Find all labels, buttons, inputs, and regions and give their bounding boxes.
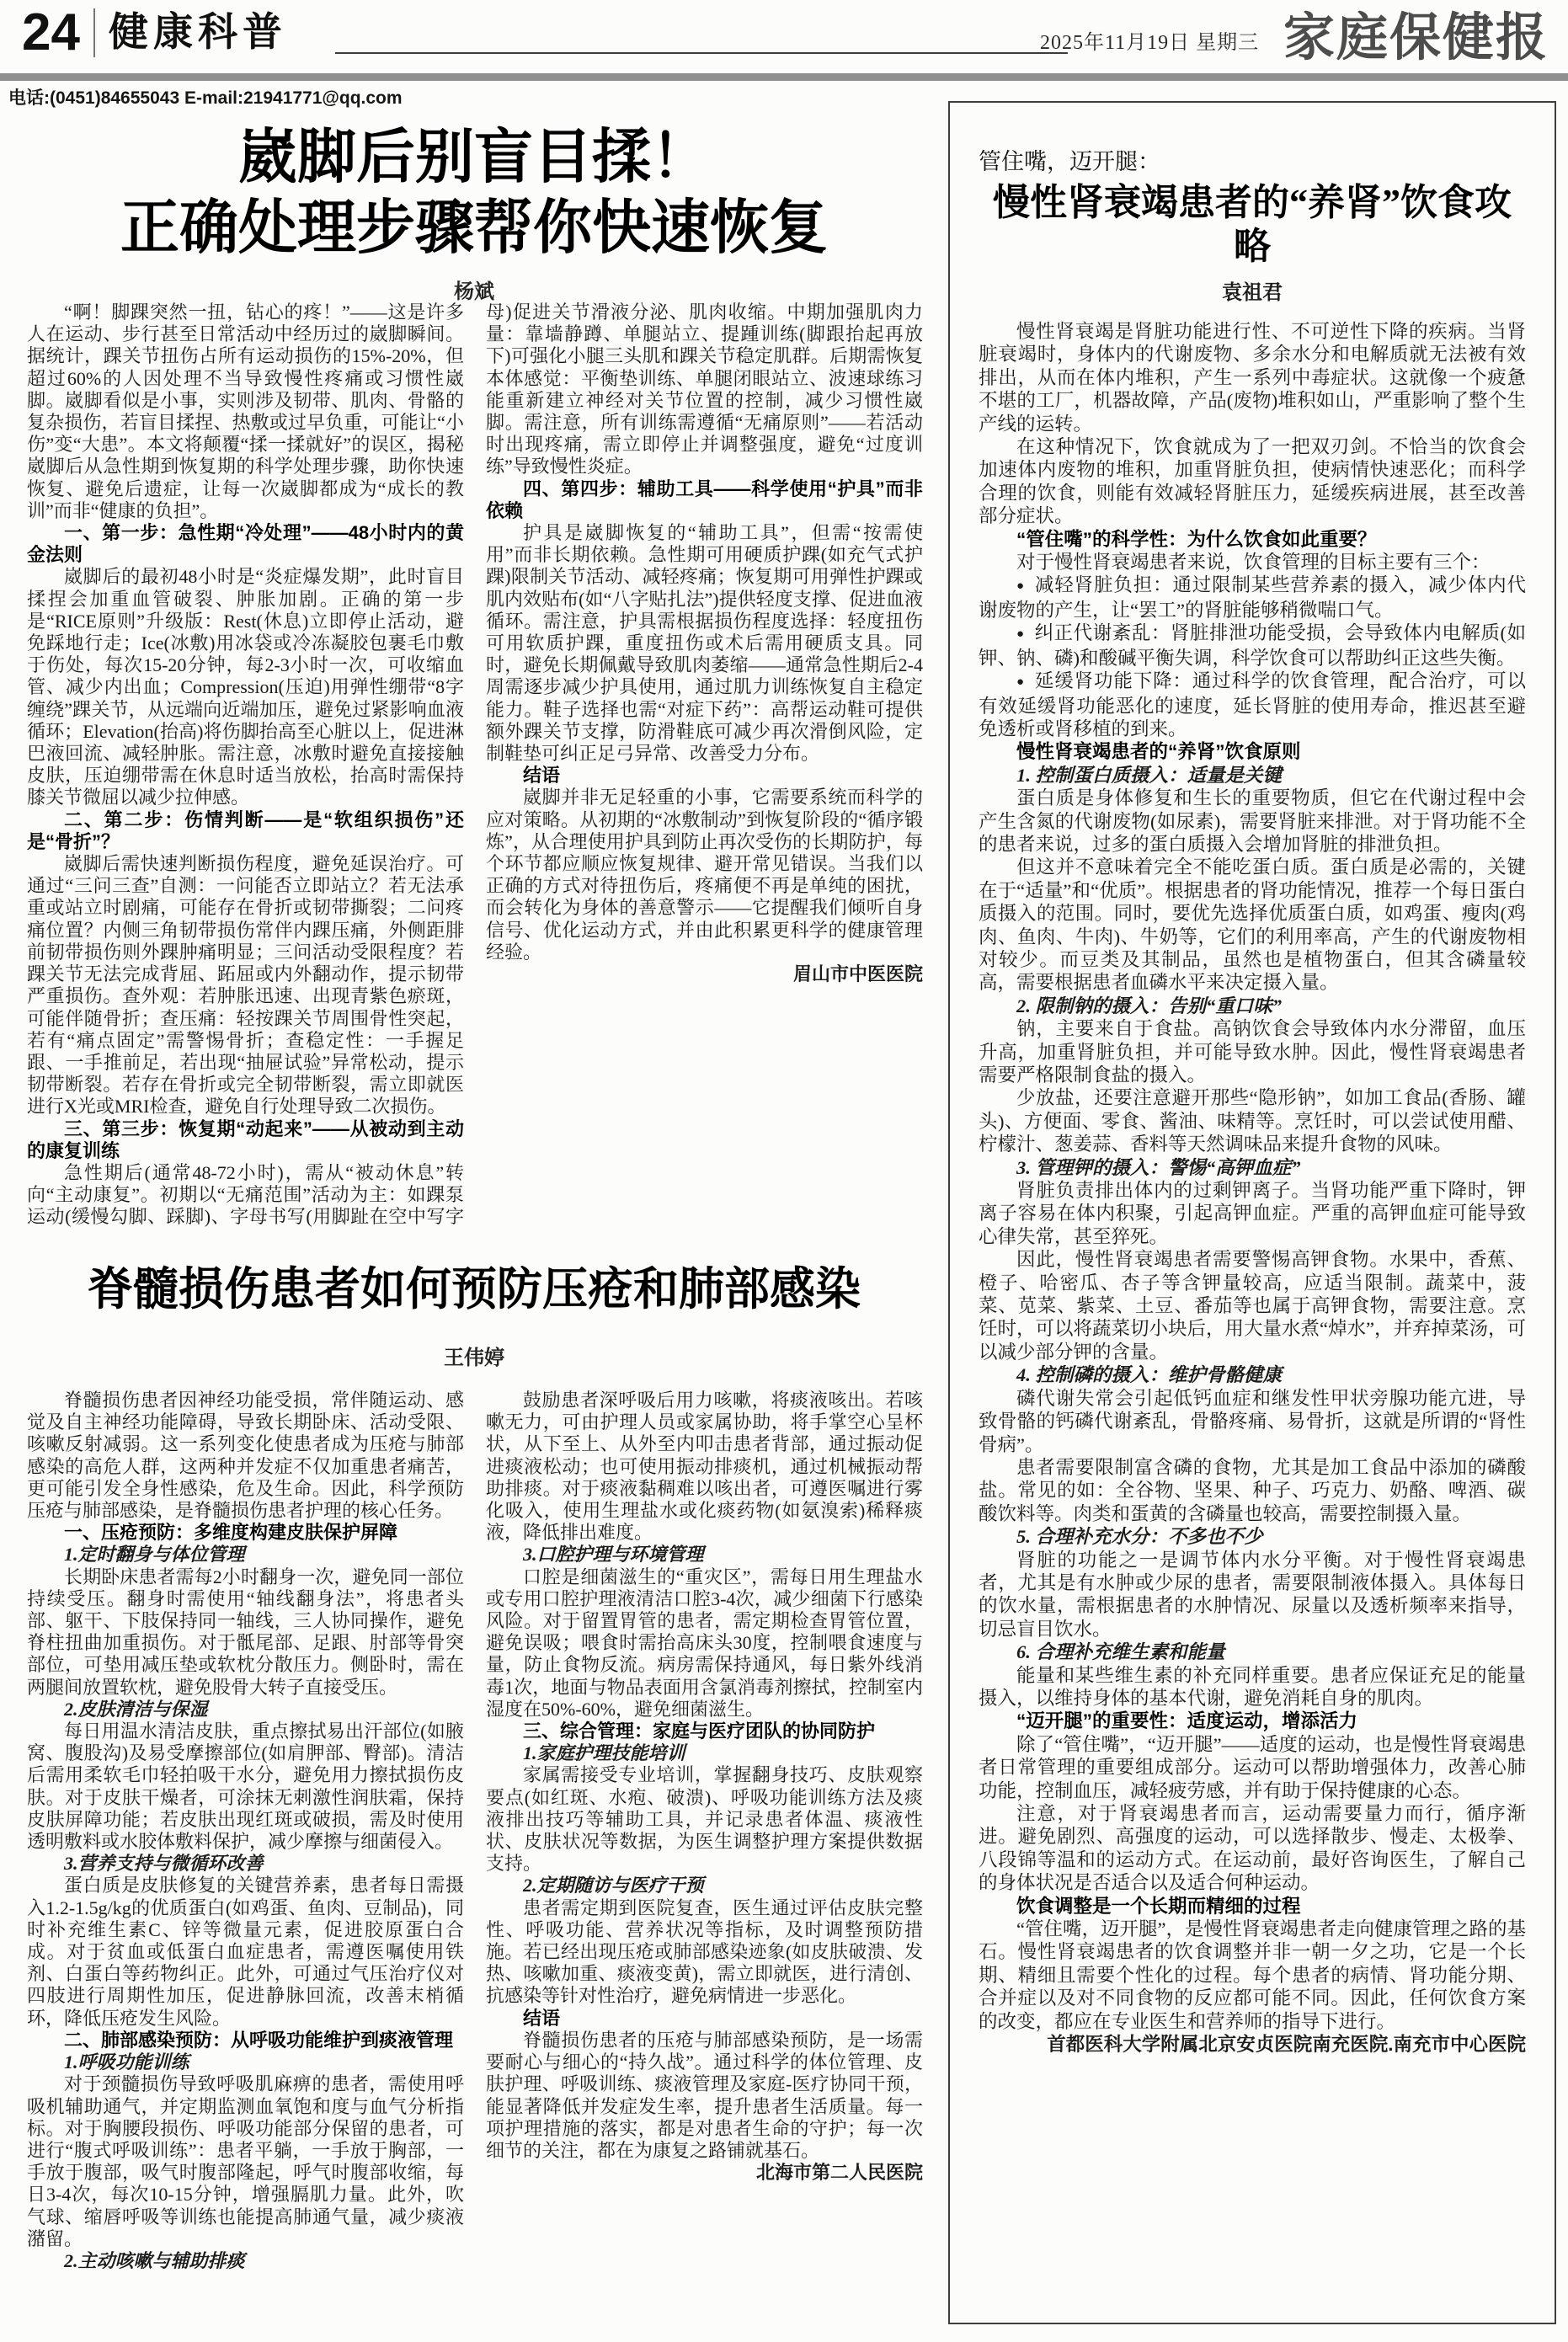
paragraph: 家属需接受专业培训，掌握翻身技巧、皮肤观察要点(如红斑、水疱、破溃)、呼吸功能训练方法及痰液排出技巧等辅助工具，并记录患者体温、痰液性状、皮肤状况等数据，为医生调整护理方案提供数据支持。: [486, 1764, 923, 1875]
signature: 首都医科大学附属北京安贞医院南充医院.南充市中心医院: [1047, 2034, 1526, 2056]
paragraph: 因此，慢性肾衰竭患者需要警惕高钾食物。水果中，香蕉、橙子、哈密瓜、杏子等含钾量较高，应适当限制。蔬菜中，菠菜、苋菜、紫菜、土豆、番茄等也属于高钾食物，需要注意。烹饪时，可以将蔬菜切小块后，用大量水煮“焯水”，并弃掉菜汤，可以减少部分钾的含量。: [979, 1249, 1526, 1363]
sub-heading: 2. 限制钠的摄入：告别“重口味”: [1016, 995, 1283, 1016]
paragraph: 在这种情况下，饮食就成为了一把双刃剑。不恰当的饮食会加速体内废物的堆积，加重肾脏负担，使病情快速恶化；而科学合理的饮食，则能有效减轻肾脏压力，延缓疾病进展，甚至改善部分症状。: [979, 436, 1526, 527]
section-heading: 慢性肾衰竭患者的“养肾”饮食原则: [1016, 741, 1301, 763]
article2-author: 王伟婷: [444, 1347, 504, 1369]
article2-title: 脊髓损伤患者如何预防压疮和肺部感染: [88, 1264, 861, 1315]
paragraph: 对于慢性肾衰竭患者来说，饮食管理的目标主要有三个：: [1016, 552, 1491, 573]
section-heading: 一、压疮预防：多维度构建皮肤保护屏障: [64, 1522, 398, 1544]
paragraph: 除了“管住嘴”，“迈开腿”——适度的运动，也是慢性肾衰竭患者日常管理的重要组成部分。运动可以帮助增强体力，改善心肺功能，控制血压，减轻疲劳感，并有助于保持健康的心态。: [979, 1733, 1526, 1801]
section-heading: “迈开腿”的重要性：适度运动，增添活力: [1016, 1710, 1358, 1732]
article1-title-line1: 崴脚后别盲目揉！: [238, 125, 710, 190]
paragraph: 能量和某些维生素的补充同样重要。患者应保证充足的能量摄入，以维持身体的基本代谢，避免消耗自身的肌肉。: [979, 1664, 1526, 1709]
sub-heading: 4. 控制磷的摄入：维护骨骼健康: [1016, 1364, 1283, 1386]
publication-date: 2025年11月19日 星期三: [1040, 32, 1260, 54]
paragraph: 蛋白质是皮肤修复的关键营养素，患者每日需摄入1.2-1.5g/kg的优质蛋白(如鸡蛋、鱼肉、豆制品)，同时补充维生素C、锌等微量元素，促进胶原蛋白合成。对于贫血或低蛋白血症患者，需遵医嘱使用铁剂、白蛋白等药物纠正。此外，可通过气压治疗仪对四肢进行周期性加压，促进静脉回流，改善末梢循环，降低压疮发生风险。: [27, 1875, 464, 2029]
paragraph: 肾脏负责排出体内的过剩钾离子。当肾功能严重下降时，钾离子容易在体内积聚，引起高钾血症。严重的高钾血症可能导致心律失常，甚至猝死。: [979, 1180, 1526, 1247]
paragraph: 长期卧床患者需每2小时翻身一次，避免同一部位持续受压。翻身时需使用“轴线翻身法”，将患者头部、躯干、下肢保持同一轴线，三人协同操作，避免脊柱扭曲加重损伤。对于骶尾部、足跟、肘部等骨突部位，可垫用减压垫或软枕分散压力。侧卧时，需在两腿间放置软枕，避免股骨大转子直接受压。: [27, 1566, 464, 1698]
paragraph: 患者需要限制富含磷的食物，尤其是加工食品中添加的磷酸盐。常见的如：全谷物、坚果、种子、巧克力、奶酪、啤酒、碳酸饮料等。肉类和蛋黄的含磷量也较高，需要控制摄入量。: [979, 1456, 1526, 1524]
sub-heading: 2.主动咳嗽与辅助排痰: [64, 2249, 245, 2271]
paragraph: 患者需定期到医院复查，医生通过评估皮肤完整性、呼吸功能、营养状况等指标，及时调整预防措施。若已经出现压疮或肺部感染迹象(如皮肤破溃、发热、咳嗽加重、痰液变黄)，需立即就医，进行清创、抗感染等针对性治疗，避免病情进一步恶化。: [486, 1897, 923, 2007]
paragraph: 慢性肾衰竭是肾脏功能进行性、不可逆性下降的疾病。当肾脏衰竭时，身体内的代谢废物、多余水分和电解质就无法被有效排出，从而在体内堆积，产生一系列中毒症状。这就像一个疲惫不堪的工厂，机器故障，产品(废物)堆积如山，严重影响了整个生产线的运转。: [979, 321, 1526, 435]
signature: 眉山市中医医院: [792, 963, 923, 985]
paragraph: 护具是崴脚恢复的“辅助工具”，但需“按需使用”而非长期依赖。急性期可用硬质护踝(如充气式护踝)限制关节活动、减轻疼痛；恢复期可用弹性护踝或肌内效贴布(如“八字贴扎法”)提供轻度支撑、促进血液循环。需注意，护具需根据损伤程度选择：轻度扭伤可用软质护踝，重度扭伤或术后需用硬质支具。同时，避免长期佩戴导致肌肉萎缩——通常急性期后2-4周需逐步减少护具使用，通过肌力训练恢复自主稳定能力。鞋子选择也需“对症下药”：高帮运动鞋可提供额外踝关节支撑，防滑鞋底可减少再次滑倒风险，定制鞋垫可纠正足弓异常、改善受力分布。: [486, 522, 923, 765]
paragraph: “管住嘴，迈开腿”，是慢性肾衰竭患者走向健康管理之路的基石。慢性肾衰竭患者的饮食调整并非一朝一夕之功，它是一个长期、精细且需要个性化的过程。每个患者的病情、肾功能分期、合并症以及对不同食物的反应都可能不同。因此，任何饮食方案的改变，都应在专业医生和营养师的指导下进行。: [979, 1918, 1526, 2032]
paragraph: 脊髓损伤患者因神经功能受损，常伴随运动、感觉及自主神经功能障碍，导致长期卧床、活动受限、咳嗽反射减弱。这一系列变化使患者成为压疮与肺部感染的高危人群，这两种并发症不仅加重患者痛苦，更可能引发全身性感染，危及生命。因此，科学预防压疮与肺部感染，是脊髓损伤患者护理的核心任务。: [27, 1390, 464, 1522]
article1-title-line2: 正确处理步骤帮你快速恢复: [120, 196, 828, 261]
newspaper-masthead: 家庭保健报: [1283, 10, 1549, 67]
bullet-icon: ●: [1016, 579, 1025, 594]
sub-heading: 1. 控制蛋白质摄入：适量是关键: [1016, 764, 1283, 786]
paragraph: 钠，主要来自于食盐。高钠饮食会导致体内水分滞留，血压升高，加重肾脏负担，并可能导致水肿。因此，慢性肾衰竭患者需要严格限制食盐的摄入。: [979, 1018, 1526, 1086]
sub-heading: 1.家庭护理技能培训: [523, 1742, 685, 1764]
paragraph: 磷代谢失常会引起低钙血症和继发性甲状旁腺功能亢进，导致骨骼的钙磷代谢紊乱，骨骼疼痛、易骨折，这就是所谓的“肾性骨病”。: [979, 1387, 1526, 1455]
article3-box: [948, 101, 1556, 2324]
signature: 北海市第二人民医院: [755, 2162, 923, 2184]
article1-author: 杨斌: [454, 280, 494, 303]
section-heading: 三、综合管理：家庭与医疗团队的协同防护: [523, 1720, 876, 1742]
contact-info: 电话:(0451)84655043 E-mail:21941771@qq.com: [8, 88, 403, 108]
article2-body: [27, 1390, 923, 2284]
section-heading: “管住嘴”的科学性：为什么饮食如此重要？: [1016, 528, 1377, 550]
paragraph: 鼓励患者深呼吸后用力咳嗽，将痰液咳出。若咳嗽无力，可由护理人员或家属协助，将手掌空心呈杯状，从下至上、从外至内叩击患者背部，通过振动促进痰液松动；也可使用振动排痰机，通过机械振动帮助排痰。对于痰液黏稠难以咳出者，可遵医嘱进行雾化吸入，使用生理盐水或化痰药物(如氨溴索)稀释痰液，降低排出难度。: [486, 1390, 923, 1544]
paragraph: 崴脚后需快速判断损伤程度，避免延误治疗。可通过“三问三查”自测：一问能否立即站立？若无法承重或站立时剧痛，可能存在骨折或韧带撕裂；二问疼痛位置？内侧三角韧带损伤常伴内踝压痛，外侧距腓前韧带损伤则外踝肿痛明显；三问活动受限程度？若踝关节无法完成背屈、跖屈或内外翻动作，提示韧带严重损伤。查外观：若肿胀迅速、出现青紫色瘀斑，可能伴随骨折；查压痛：轻按踝关节周围骨性突起，若有“痛点固定”需警惕骨折；查稳定性：一手握足跟、一手推前足，若出现“抽屉试验”异常松动，提示韧带断裂。若存在骨折或完全韧带断裂，需立即就医进行X光或MRI检查，避免自行处理导致二次损伤。: [27, 853, 464, 1118]
section-heading: 二、肺部感染预防：从呼吸功能维护到痰液管理: [64, 2029, 454, 2051]
section-heading: 结语: [523, 2007, 561, 2029]
sub-heading: 1.呼吸功能训练: [64, 2051, 189, 2073]
paragraph: 但这并不意味着完全不能吃蛋白质。蛋白质是必需的，关键在于“适量”和“优质”。根据患者的肾功能情况，推荐一个每日蛋白质摄入的范围。同时，要优先选择优质蛋白质，如鸡蛋、瘦肉(鸡肉、鱼肉、牛肉)、牛奶等，它们的利用率高，产生的代谢废物相对较少。而豆类及其制品，虽然也是植物蛋白，但其含磷量较高，需要根据患者血磷水平来决定摄入量。: [979, 856, 1526, 994]
sub-heading: 5. 合理补充水分：不多也不少: [1016, 1526, 1263, 1548]
bullet-item: ● 纠正代谢紊乱：肾脏排泄功能受损，会导致体内电解质(如钾、钠、磷)和酸碱平衡失调，科学饮食可以帮助纠正这些失衡。: [979, 622, 1527, 669]
sub-heading: 6. 合理补充维生素和能量: [1016, 1641, 1225, 1663]
article3-kicker: 管住嘴，迈开腿：: [979, 149, 1160, 174]
article1-body: [27, 301, 923, 1235]
bullet-icon: ●: [1016, 675, 1025, 690]
sub-heading: 3.营养支持与微循环改善: [64, 1853, 264, 1875]
page-number: 24: [22, 3, 80, 61]
sub-heading: 2.定期随访与医疗干预: [523, 1875, 704, 1897]
section-heading: 二、第二步：伤情判断——是“软组织损伤”还是“骨折”？: [27, 808, 464, 852]
paragraph: 蛋白质是身体修复和生长的重要物质，但它在代谢过程中会产生含氮的代谢废物(如尿素)，需要肾脏来排泄。对于肾功能不全的患者来说，过多的蛋白质摄入会增加肾脏的排泄负担。: [979, 787, 1526, 855]
sub-heading: 1.定时翻身与体位管理: [64, 1544, 245, 1566]
header-divider: [93, 8, 95, 57]
section-heading: 一、第一步：急性期“冷处理”——48小时内的黄金法则: [27, 522, 464, 566]
paragraph: 脊髓损伤患者的压疮与肺部感染预防，是一场需要耐心与细心的“持久战”。通过科学的体位管理、皮肤护理、呼吸训练、痰液管理及家庭-医疗协同干预，能显著降低并发症发生率，提升患者生活质量。每一项护理措施的落实，都是对患者生命的守护；每一次细节的关注，都在为康复之路铺就基石。: [486, 2029, 923, 2161]
paragraph: “啊！脚踝突然一扭，钻心的疼！”——这是许多人在运动、步行甚至日常活动中经历过的崴脚瞬间。据统计，踝关节扭伤占所有运动损伤的15%-20%，但超过60%的人因处理不当导致慢性疼痛或习惯性崴脚。崴脚看似是小事，实则涉及韧带、肌肉、骨骼的复杂损伤，若盲目揉捏、热敷或过早负重，可能让“小伤”变“大患”。本文将颠覆“揉一揉就好”的误区，揭秘崴脚后从急性期到恢复期的科学处理步骤，助你快速恢复、避免后遗症，让每一次崴脚都成为“成长的教训”而非“健康的负担”。: [27, 301, 464, 521]
paragraph: 少放盐，还要注意避开那些“隐形钠”，如加工食品(香肠、罐头)、方便面、零食、酱油、味精等。烹饪时，可以尝试使用醋、柠檬汁、葱姜蒜、香料等天然调味品来提升食物的风味。: [979, 1087, 1526, 1155]
header-rule-thin: [335, 52, 1068, 54]
section-heading: 饮食调整是一个长期而精细的过程: [1016, 1895, 1301, 1917]
paragraph: 注意，对于肾衰竭患者而言，运动需要量力而行，循序渐进。避免剧烈、高强度的运动，可以选择散步、慢走、太极拳、八段锦等温和的运动方式。在运动前，最好咨询医生，了解自己的身体状况是否适合以及适合何种运动。: [979, 1803, 1526, 1894]
section-heading: 结语: [523, 765, 561, 787]
article1-title: [25, 123, 923, 264]
sub-heading: 3. 管理钾的摄入：警惕“高钾血症”: [1016, 1156, 1301, 1178]
paragraph: 崴脚并非无足轻重的小事，它需要系统而科学的应对策略。从初期的“冰敷制动”到恢复阶段的“循序锻炼”，从合理使用护具到防止再次受伤的长期防护，每个环节都应顺应恢复规律、避开常见错误。当我们以正确的方式对待扭伤后，疼痛便不再是单纯的困扰，而会转化为身体的善意警示——它提醒我们倾听自身信号、优化运动方式，并由此积累更科学的健康管理经验。: [486, 787, 923, 963]
page-header: [22, 3, 287, 61]
bullet-item: ● 减轻肾脏负担：通过限制某些营养素的摄入，减少体内代谢废物的产生，让“罢工”的肾脏能够稍微喘口气。: [979, 574, 1526, 621]
header-rule-thick: [0, 73, 1568, 81]
paragraph: 肾脏的功能之一是调节体内水分平衡。对于慢性肾衰竭患者，尤其是有水肿或少尿的患者，需要限制液体摄入。具体每日的饮水量，需根据患者的水肿情况、尿量以及透析频率来指导，切忌盲目饮水。: [979, 1549, 1526, 1640]
bullet-icon: ●: [1016, 627, 1025, 642]
paragraph: 崴脚后的最初48小时是“炎症爆发期”，此时盲目揉捏会加重血管破裂、肿胀加剧。正确的第一步是“RICE原则”升级版：Rest(休息)立即停止活动，避免踩地行走；Ice(冰敷)用冰袋或冷冻凝胶包裹毛巾敷于伤处，每次15-20分钟，每2-3小时一次，可收缩血管、减少内出血；Compression(压迫)用弹性绷带“8字缠绕”踝关节，从远端向近端加压，避免过紧影响血液循环；Elevation(抬高)将伤脚抬高至心脏以上，促进淋巴液回流、减轻肿胀。需注意，冰敷时避免直接接触皮肤，压迫绷带需在休息时适当放松，抬高时需保持膝关节微屈以减少拉伸感。: [27, 566, 464, 808]
sub-heading: 2.皮肤清洁与保湿: [64, 1698, 208, 1720]
article3-author: 袁祖君: [1222, 281, 1283, 304]
section-heading: 四、第四步：辅助工具——科学使用“护具”而非依赖: [486, 477, 923, 521]
paragraph: 对于颈髓损伤导致呼吸肌麻痹的患者，需使用呼吸机辅助通气，并定期监测血氧饱和度与血气分析指标。对于胸腰段损伤、呼吸功能部分保留的患者，可进行“腹式呼吸训练”：患者平躺，一手放于胸部，一手放于腹部，吸气时腹部隆起，呼气时腹部收缩，每日3-4次，每次10-15分钟，增强膈肌力量。此外，吹气球、缩唇呼吸等训练也能提高肺通气量，减少痰液潴留。: [27, 2073, 464, 2249]
section-heading: 三、第三步：恢复期“动起来”——从被动到主动的康复训练: [27, 1118, 464, 1161]
article3-title: 慢性肾衰竭患者的“养肾”饮食攻略: [993, 182, 1512, 267]
section-title: 健康科普: [108, 10, 287, 55]
sub-heading: 3.口腔护理与环境管理: [523, 1544, 704, 1566]
article3-body: [979, 320, 1526, 2056]
paragraph: 每日用温水清洁皮肤，重点擦拭易出汗部位(如腋窝、腹股沟)及易受摩擦部位(如肩胛部、臀部)。清洁后需用柔软毛巾轻拍吸干水分，避免用力擦拭损伤皮肤。对于皮肤干燥者，可涂抹无刺激性润肤霜，保持皮肤屏障功能；若皮肤出现红斑或破损，需及时使用透明敷料或水胶体敷料保护，减少摩擦与细菌侵入。: [27, 1720, 464, 1853]
bullet-item: ● 延缓肾功能下降：通过科学的饮食管理，配合治疗，可以有效延缓肾功能恶化的速度，延长肾脏的使用寿命，推迟甚至避免透析或肾移植的到来。: [979, 670, 1526, 739]
paragraph: 急性期后(通常48-72小时)，需从“被动休息”转向“主动康复”。初期以“无痛范围”活动为主：如踝泵运动(缓慢勾脚、踩脚)、字母书写(用脚趾在空中写字母)促进关节滑液分泌、肌肉收缩。中期加强肌肉力量：靠墙静蹲、单腿站立、提踵训练(脚跟抬起再放下)可强化小腿三头肌和踝关节稳定肌群。后期需恢复本体感觉：平衡垫训练、单腿闭眼站立、波速球练习能重新建立神经对关节位置的控制，减少习惯性崴脚。需注意，所有训练需遵循“无痛原则”——若活动时出现疼痛，需立即停止并调整强度，避免“过度训练”导致慢性炎症。: [27, 301, 923, 1228]
paragraph: 口腔是细菌滋生的“重灾区”，需每日用生理盐水或专用口腔护理液清洁口腔3-4次，减少细菌下行感染风险。对于留置胃管的患者，需定期检查胃管位置，避免误吸；喂食时需抬高床头30度，控制喂食速度与量，防止食物反流。病房需保持通风，每日紫外线消毒1次，地面与物品表面用含氯消毒剂擦拭，控制室内湿度在50%-60%，避免细菌滋生。: [486, 1566, 923, 1720]
